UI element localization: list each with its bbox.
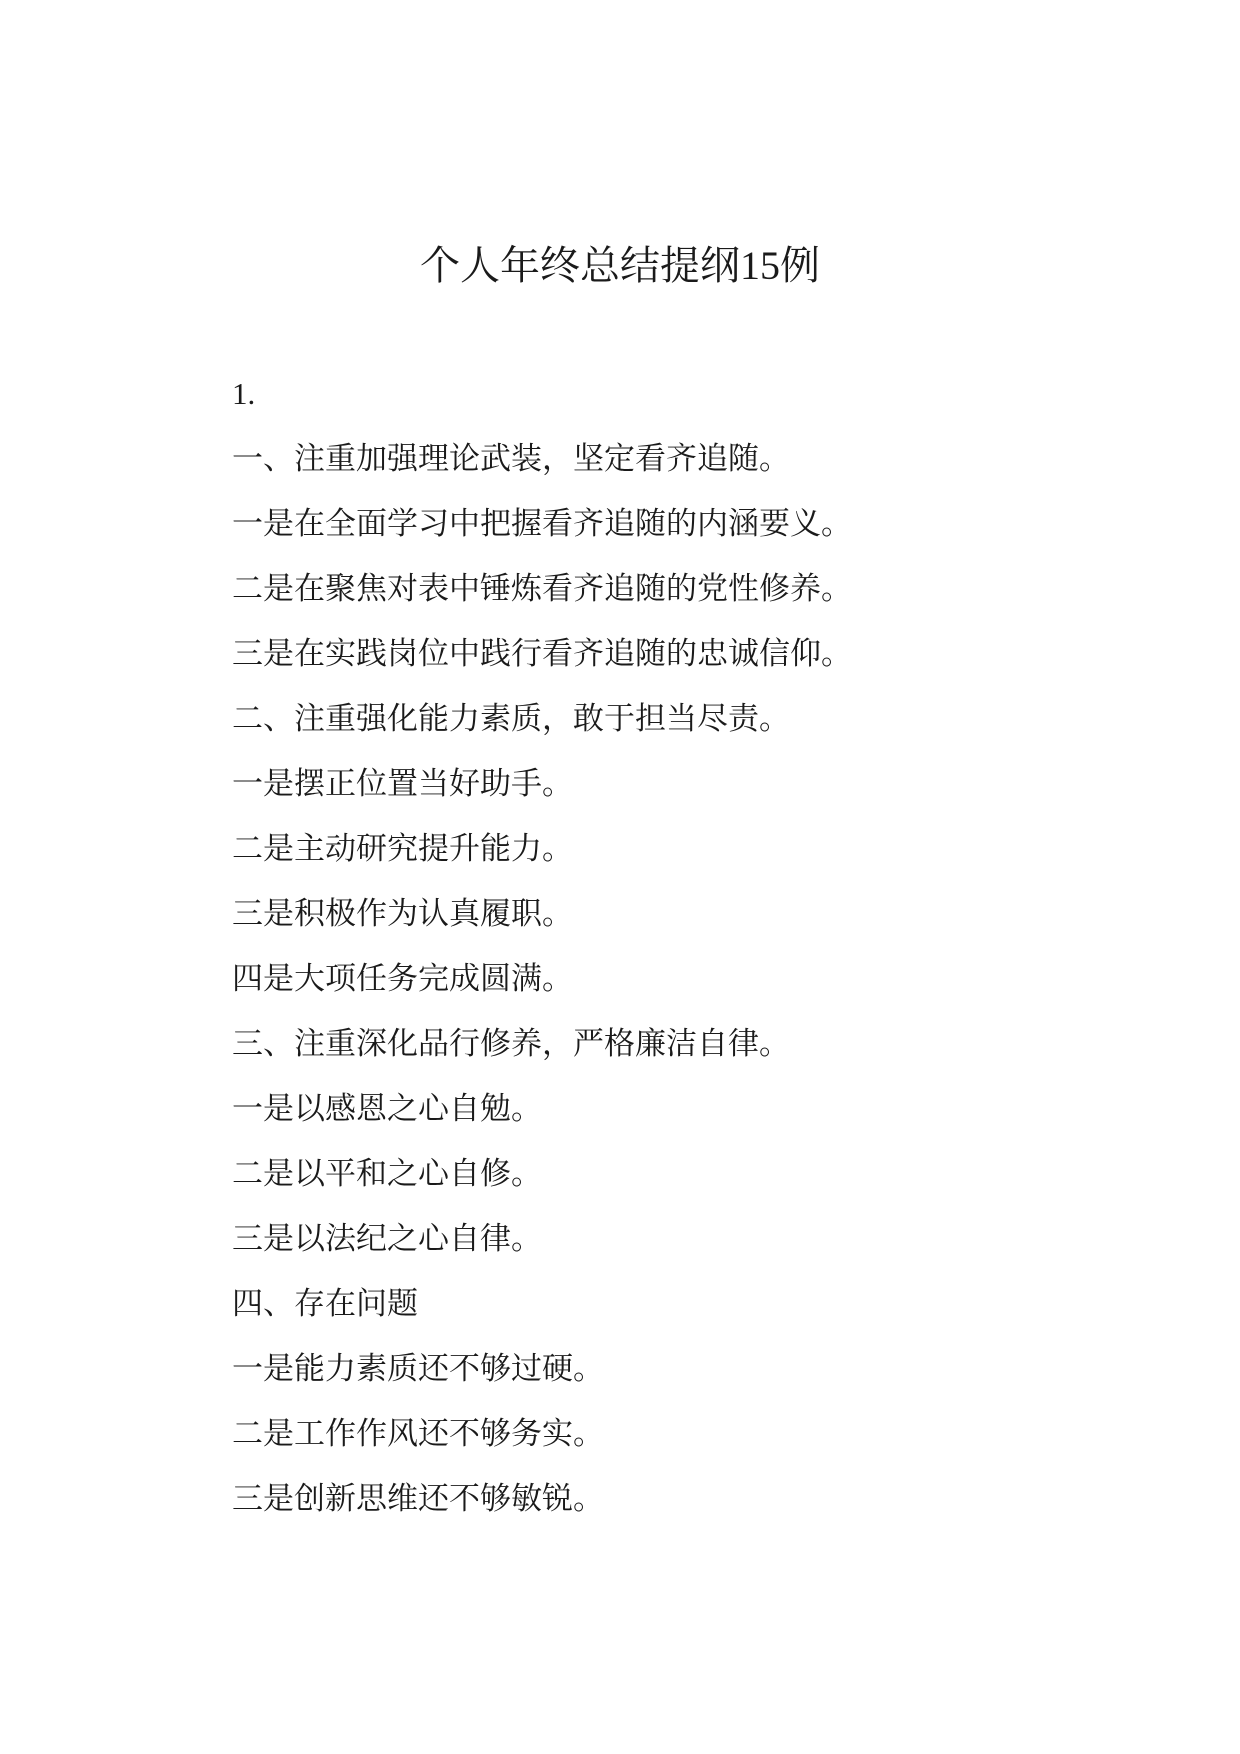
section-1-point-3: 三是在实践岗位中践行看齐追随的忠诚信仰。 — [232, 636, 852, 672]
section-4-point-1: 一是能力素质还不够过硬。 — [232, 1351, 604, 1387]
document-title — [0, 240, 1240, 292]
title-number: 15 — [740, 243, 780, 288]
section-heading-4: 四、存在问题 — [232, 1286, 418, 1322]
section-heading-1: 一、注重加强理论武装，坚定看齐追随。 — [232, 441, 790, 477]
section-3-point-2: 二是以平和之心自修。 — [232, 1156, 542, 1192]
section-2-point-2: 二是主动研究提升能力。 — [232, 831, 573, 867]
section-2-point-1: 一是摆正位置当好助手。 — [232, 766, 573, 802]
section-4-point-2: 二是工作作风还不够务实。 — [232, 1416, 604, 1452]
section-1-point-2: 二是在聚焦对表中锤炼看齐追随的党性修养。 — [232, 571, 852, 607]
section-2-point-3: 三是积极作为认真履职。 — [232, 896, 573, 932]
section-3-point-3: 三是以法纪之心自律。 — [232, 1221, 542, 1257]
section-heading-2: 二、注重强化能力素质，敢于担当尽责。 — [232, 701, 790, 737]
document-body — [232, 372, 1132, 1542]
section-2-point-4: 四是大项任务完成圆满。 — [232, 961, 573, 997]
title-text: 个人年终总结提纲 — [420, 243, 740, 289]
section-heading-3: 三、注重深化品行修养，严格廉洁自律。 — [232, 1026, 790, 1062]
list-number: 1. — [232, 376, 256, 411]
section-4-point-3: 三是创新思维还不够敏锐。 — [232, 1481, 604, 1517]
title-suffix: 例 — [780, 243, 820, 289]
section-1-point-1: 一是在全面学习中把握看齐追随的内涵要义。 — [232, 506, 852, 542]
section-3-point-1: 一是以感恩之心自勉。 — [232, 1091, 542, 1127]
